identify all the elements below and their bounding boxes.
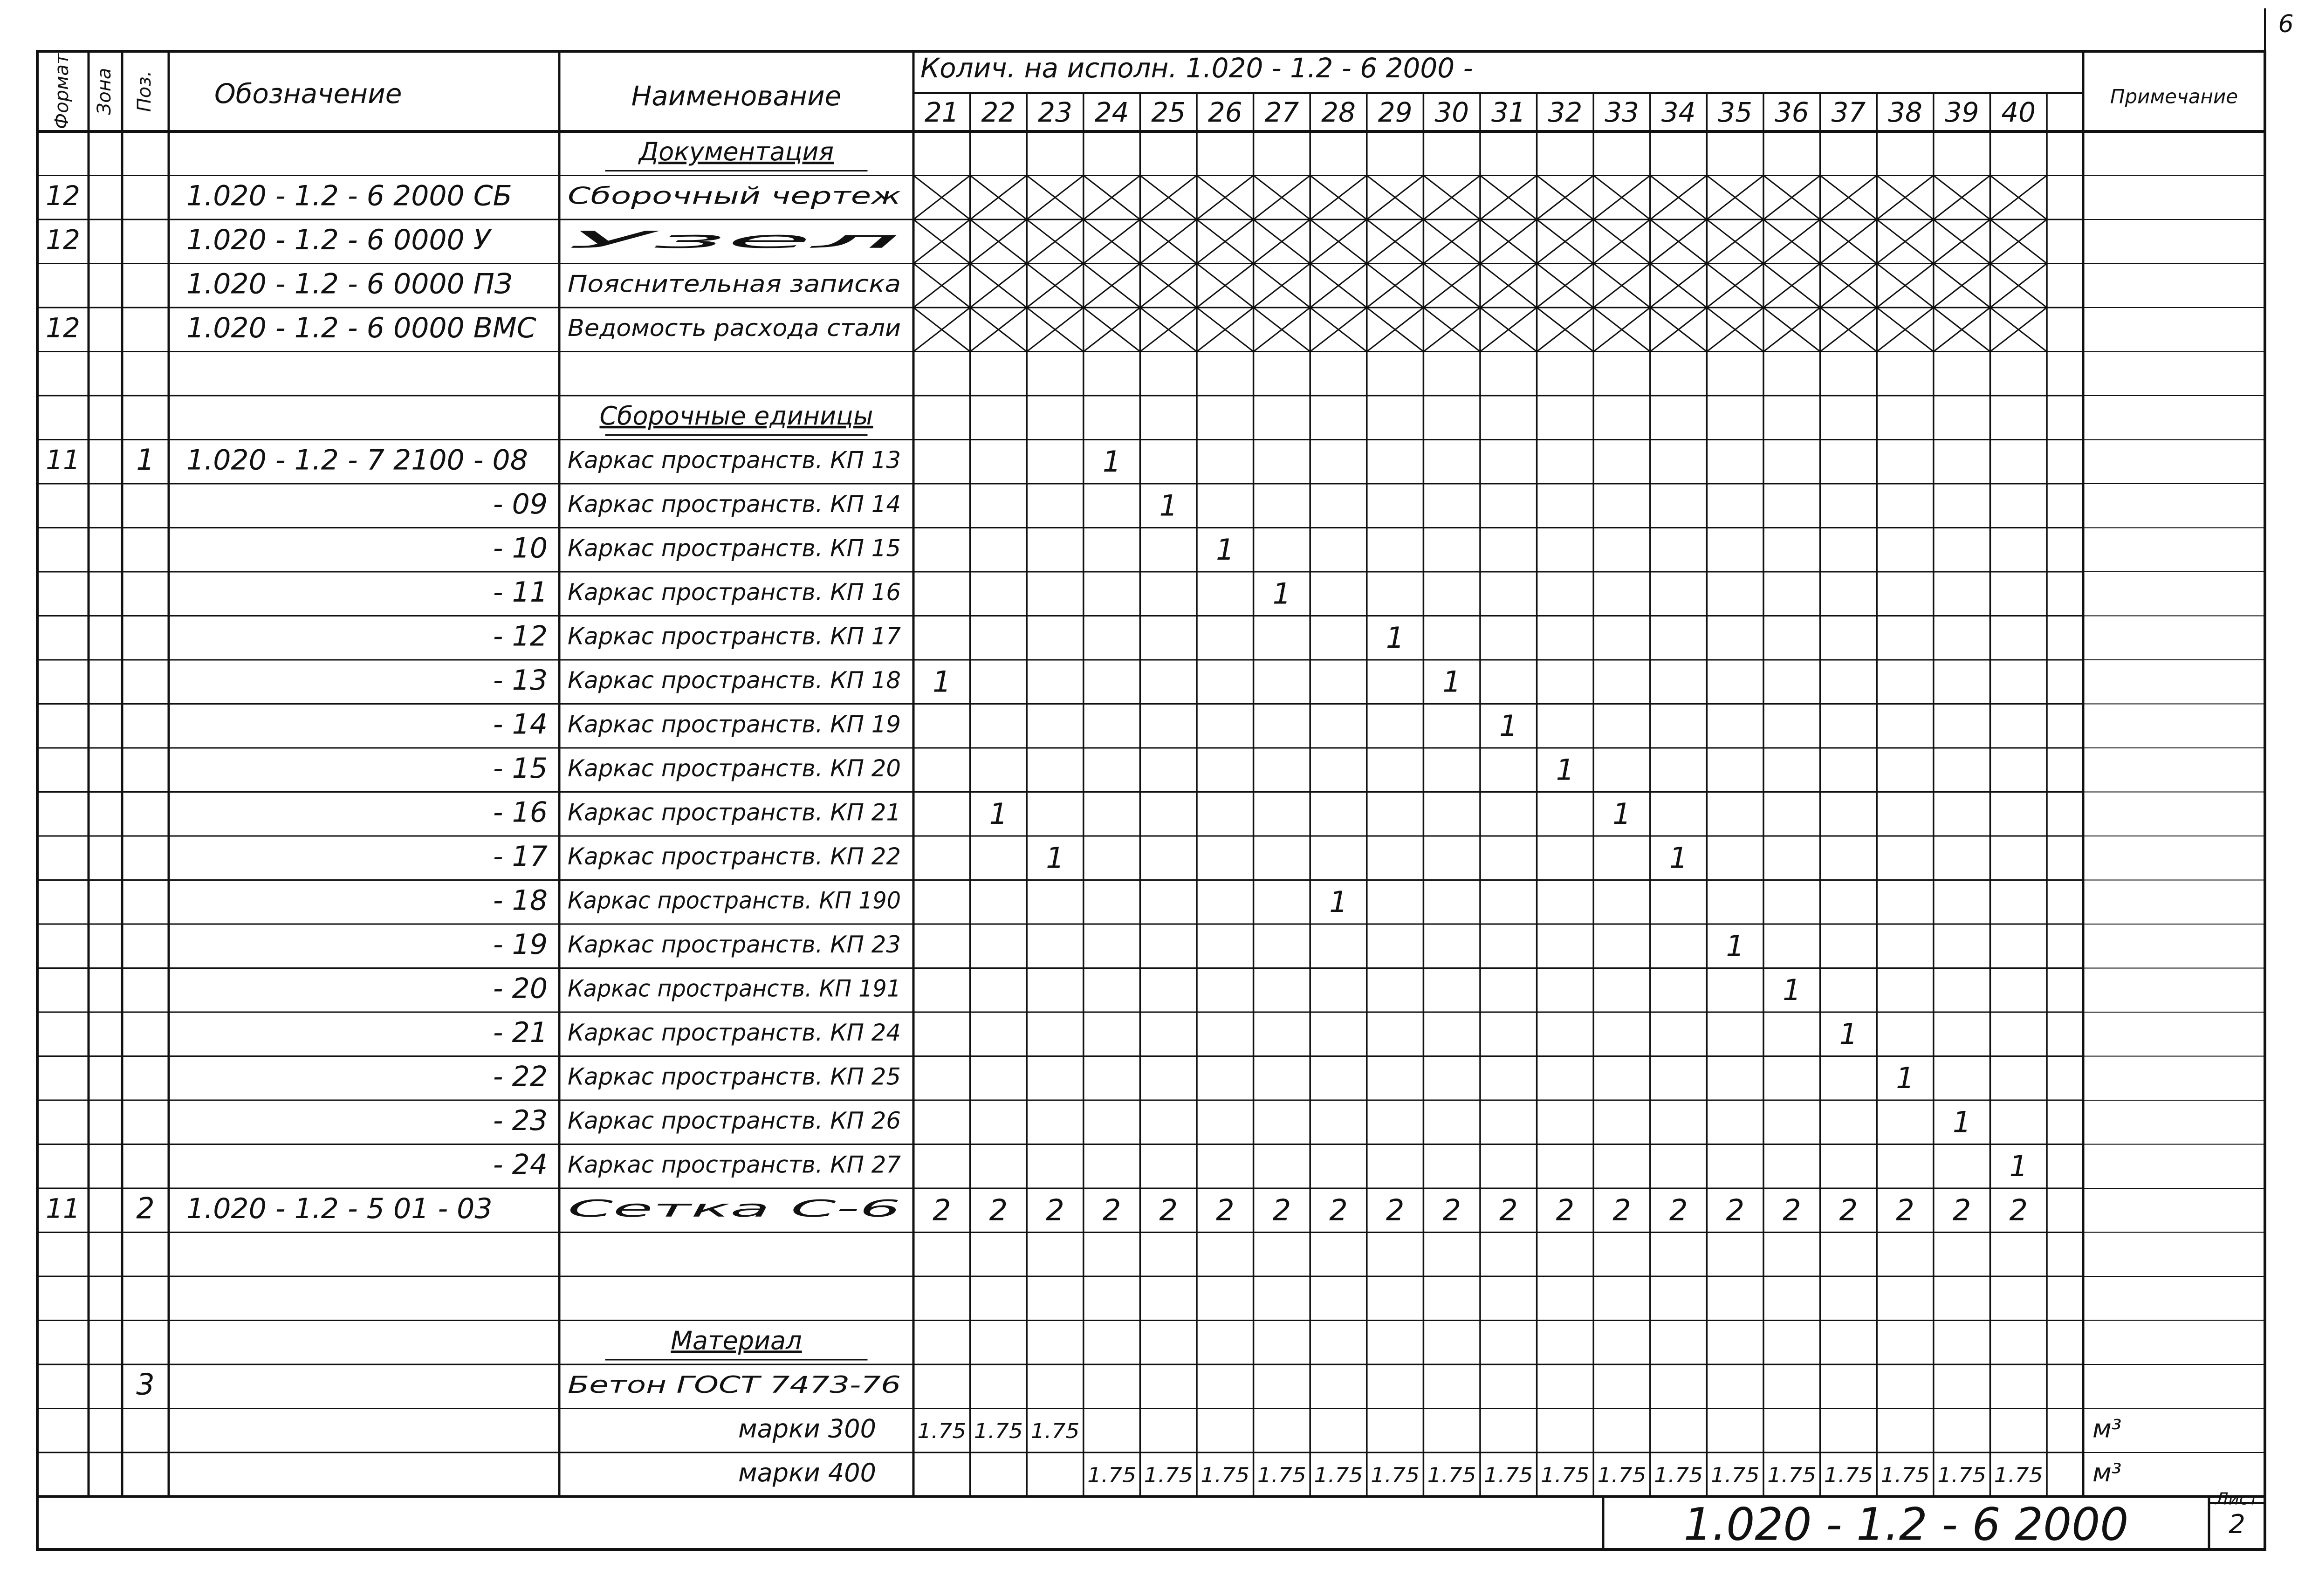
quantity-cell: 1 [1726,929,1744,963]
quantity-cell: 1 [1159,488,1178,523]
row-format: 11 [46,1192,80,1225]
quantity-cell: 1.75 [1540,1463,1590,1487]
header-qty-title: Колич. на исполн. 1.020 - 1.2 - 6 2000 - [920,52,1473,84]
quantity-cell: 2 [1839,1193,1858,1227]
row-format: 12 [46,224,80,256]
variant-column-header: 21 [924,96,959,129]
row-name: Каркас пространств. КП 15 [568,534,901,562]
quantity-cell: 1 [1896,1061,1914,1095]
quantity-cell: 1 [1839,1017,1858,1051]
row-designation: - 11 [493,575,548,609]
variant-column-header: 39 [1944,96,1979,129]
quantity-cell: 1 [1499,708,1518,743]
row-designation: - 20 [493,972,548,1005]
variant-column-header: 32 [1548,96,1583,129]
row-designation: 1.020 - 1.2 - 6 2000 СБ [186,179,512,212]
row-designation: - 21 [493,1016,548,1049]
row-name: Узел [568,226,901,253]
quantity-cell: 1 [1669,841,1688,875]
row-name: Каркас пространств. КП 16 [568,578,901,606]
row-designation: 1.020 - 1.2 - 6 0000 ПЗ [186,267,513,301]
row-designation: 1.020 - 1.2 - 6 0000 ВМС [186,311,536,344]
quantity-cell: 2 [933,1193,951,1227]
quantity-cell: 1 [1386,620,1405,655]
quantity-cell: 2 [1952,1193,1971,1227]
quantity-cell: 2 [1159,1193,1178,1227]
variant-column-header: 37 [1831,96,1866,129]
row-name: Каркас пространств. КП 17 [568,623,901,650]
row-designation: 1.020 - 1.2 - 5 01 - 03 [186,1192,493,1225]
sheet-label: Лист [2216,1489,2258,1509]
row-name: Бетон ГОСТ 7473-76 [568,1371,901,1398]
row-name: Каркас пространств. КП 13 [568,446,901,474]
variant-column-header: 30 [1434,96,1469,129]
quantity-cell: 1.75 [1030,1419,1080,1443]
row-name: марки 400 [738,1458,876,1487]
row-designation: - 24 [493,1148,548,1181]
variant-column-header: 25 [1151,96,1186,129]
row-name: Каркас пространств. КП 24 [568,1019,901,1046]
row-position: 2 [136,1191,155,1226]
section-heading: Документация [639,137,834,166]
row-designation: - 10 [493,532,548,565]
sheet-corner-number: 6 [2278,10,2294,38]
quantity-cell: 1.75 [974,1419,1023,1443]
row-designation: - 15 [493,752,548,785]
variant-column-header: 23 [1038,96,1072,129]
sheet-number: 2 [2229,1509,2245,1540]
header-designation: Обозначение [214,78,402,110]
quantity-cell: 1.75 [917,1419,967,1443]
row-name: Каркас пространств. КП 20 [568,754,901,782]
row-designation: - 09 [493,487,548,521]
row-position: 3 [136,1367,155,1402]
quantity-cell: 1.75 [1824,1463,1873,1487]
row-name: Каркас пространств. КП 25 [568,1063,901,1090]
quantity-cell: 1.75 [1937,1463,1987,1487]
row-name: Каркас пространств. КП 27 [568,1151,901,1178]
row-designation: 1.020 - 1.2 - 7 2100 - 08 [186,444,528,477]
row-designation: 1.020 - 1.2 - 6 0000 У [186,223,491,256]
quantity-cell: 2 [1046,1193,1064,1227]
quantity-cell: 1.75 [1880,1463,1930,1487]
quantity-cell: 1 [1952,1105,1971,1139]
variant-column-header: 35 [1718,96,1753,129]
quantity-cell: 2 [1216,1193,1235,1227]
row-name: Каркас пространств. КП 19 [568,711,901,738]
header-zone: Зона [94,68,115,115]
quantity-cell: 1 [989,796,1008,831]
row-name: Каркас пространств. КП 26 [568,1107,901,1134]
quantity-cell: 1.75 [1710,1463,1760,1487]
quantity-cell: 1.75 [1314,1463,1363,1487]
quantity-cell: 1 [933,664,951,699]
quantity-cell: 1.75 [1484,1463,1533,1487]
quantity-cell: 1 [1046,841,1064,875]
row-name: Каркас пространств. КП 21 [568,799,901,826]
quantity-cell: 1.75 [1144,1463,1193,1487]
row-note: м³ [2092,1414,2122,1444]
row-name: Каркас пространств. КП 18 [568,666,901,694]
quantity-cell: 1 [1556,753,1575,787]
quantity-cell: 2 [1272,1193,1291,1227]
header-pos: Поз. [134,70,155,112]
quantity-cell: 2 [1783,1193,1801,1227]
row-name: Каркас пространств. КП 23 [568,931,901,958]
quantity-cell: 2 [1726,1193,1744,1227]
variant-column-header: 24 [1094,96,1129,129]
quantity-cell: 2 [2009,1193,2028,1227]
header-name: Наименование [631,80,842,112]
row-name: Каркас пространств. КП 191 [568,975,901,1002]
row-designation: - 17 [493,840,548,873]
header-format: Формат [51,53,73,130]
quantity-cell: 1 [1216,532,1235,567]
variant-column-header: 31 [1491,96,1526,129]
row-name: Каркас пространств. КП 190 [568,887,901,914]
row-designation: - 19 [493,928,548,961]
row-name: Сетка С-6 [568,1195,901,1222]
header-note: Примечание [2110,85,2238,108]
row-note: м³ [2092,1458,2122,1487]
row-format: 12 [46,179,80,212]
quantity-cell: 1 [2009,1149,2028,1183]
row-name: марки 300 [738,1414,876,1444]
row-format: 11 [46,444,80,476]
quantity-cell: 1.75 [1597,1463,1647,1487]
row-designation: - 23 [493,1104,548,1137]
row-designation: - 16 [493,796,548,829]
variant-column-header: 34 [1661,96,1696,129]
quantity-cell: 2 [989,1193,1008,1227]
variant-column-header: 27 [1264,96,1299,129]
quantity-cell: 2 [1556,1193,1575,1227]
quantity-cell: 1 [1612,796,1631,831]
variant-column-header: 28 [1321,96,1356,129]
row-designation: - 13 [493,664,548,697]
row-name: Пояснительная записка [568,270,901,298]
quantity-cell: 2 [1499,1193,1518,1227]
variant-column-header: 26 [1207,96,1242,129]
quantity-cell: 2 [1386,1193,1405,1227]
quantity-cell: 2 [1442,1193,1461,1227]
quantity-cell: 2 [1669,1193,1688,1227]
row-position: 1 [136,442,155,477]
quantity-cell: 1.75 [1201,1463,1250,1487]
quantity-cell: 1 [1329,884,1348,919]
quantity-cell: 1.75 [1257,1463,1306,1487]
quantity-cell: 1 [1442,664,1461,699]
quantity-cell: 1.75 [1371,1463,1420,1487]
variant-column-header: 38 [1888,96,1922,129]
quantity-cell: 1 [1272,576,1291,611]
row-format: 12 [46,312,80,344]
row-designation: - 14 [493,708,548,741]
row-designation: - 18 [493,884,548,917]
row-name: Сборочный чертеж [568,182,901,210]
variant-column-header: 29 [1378,96,1413,129]
quantity-cell: 1.75 [1767,1463,1817,1487]
quantity-cell: 2 [1612,1193,1631,1227]
variant-column-header: 22 [981,96,1016,129]
variant-column-header: 33 [1605,96,1639,129]
row-name: Каркас пространств. КП 22 [568,843,901,870]
quantity-cell: 1.75 [1087,1463,1137,1487]
quantity-cell: 1 [1102,444,1121,479]
quantity-cell: 2 [1329,1193,1348,1227]
quantity-cell: 1.75 [1654,1463,1703,1487]
variant-column-header: 36 [1774,96,1809,129]
row-designation: - 12 [493,620,548,653]
quantity-cell: 1 [1783,973,1801,1007]
section-heading: Материал [671,1326,802,1356]
quantity-cell: 2 [1102,1193,1121,1227]
row-name: Каркас пространств. КП 14 [568,490,901,518]
quantity-cell: 1.75 [1994,1463,2043,1487]
variant-column-header: 40 [2001,96,2036,129]
quantity-cell: 2 [1896,1193,1914,1227]
row-designation: - 22 [493,1060,548,1093]
quantity-cell: 1.75 [1427,1463,1476,1487]
row-name: Ведомость расхода стали [568,314,901,342]
document-code: 1.020 - 1.2 - 6 2000 [1683,1498,2129,1551]
section-heading: Сборочные единицы [599,401,873,431]
